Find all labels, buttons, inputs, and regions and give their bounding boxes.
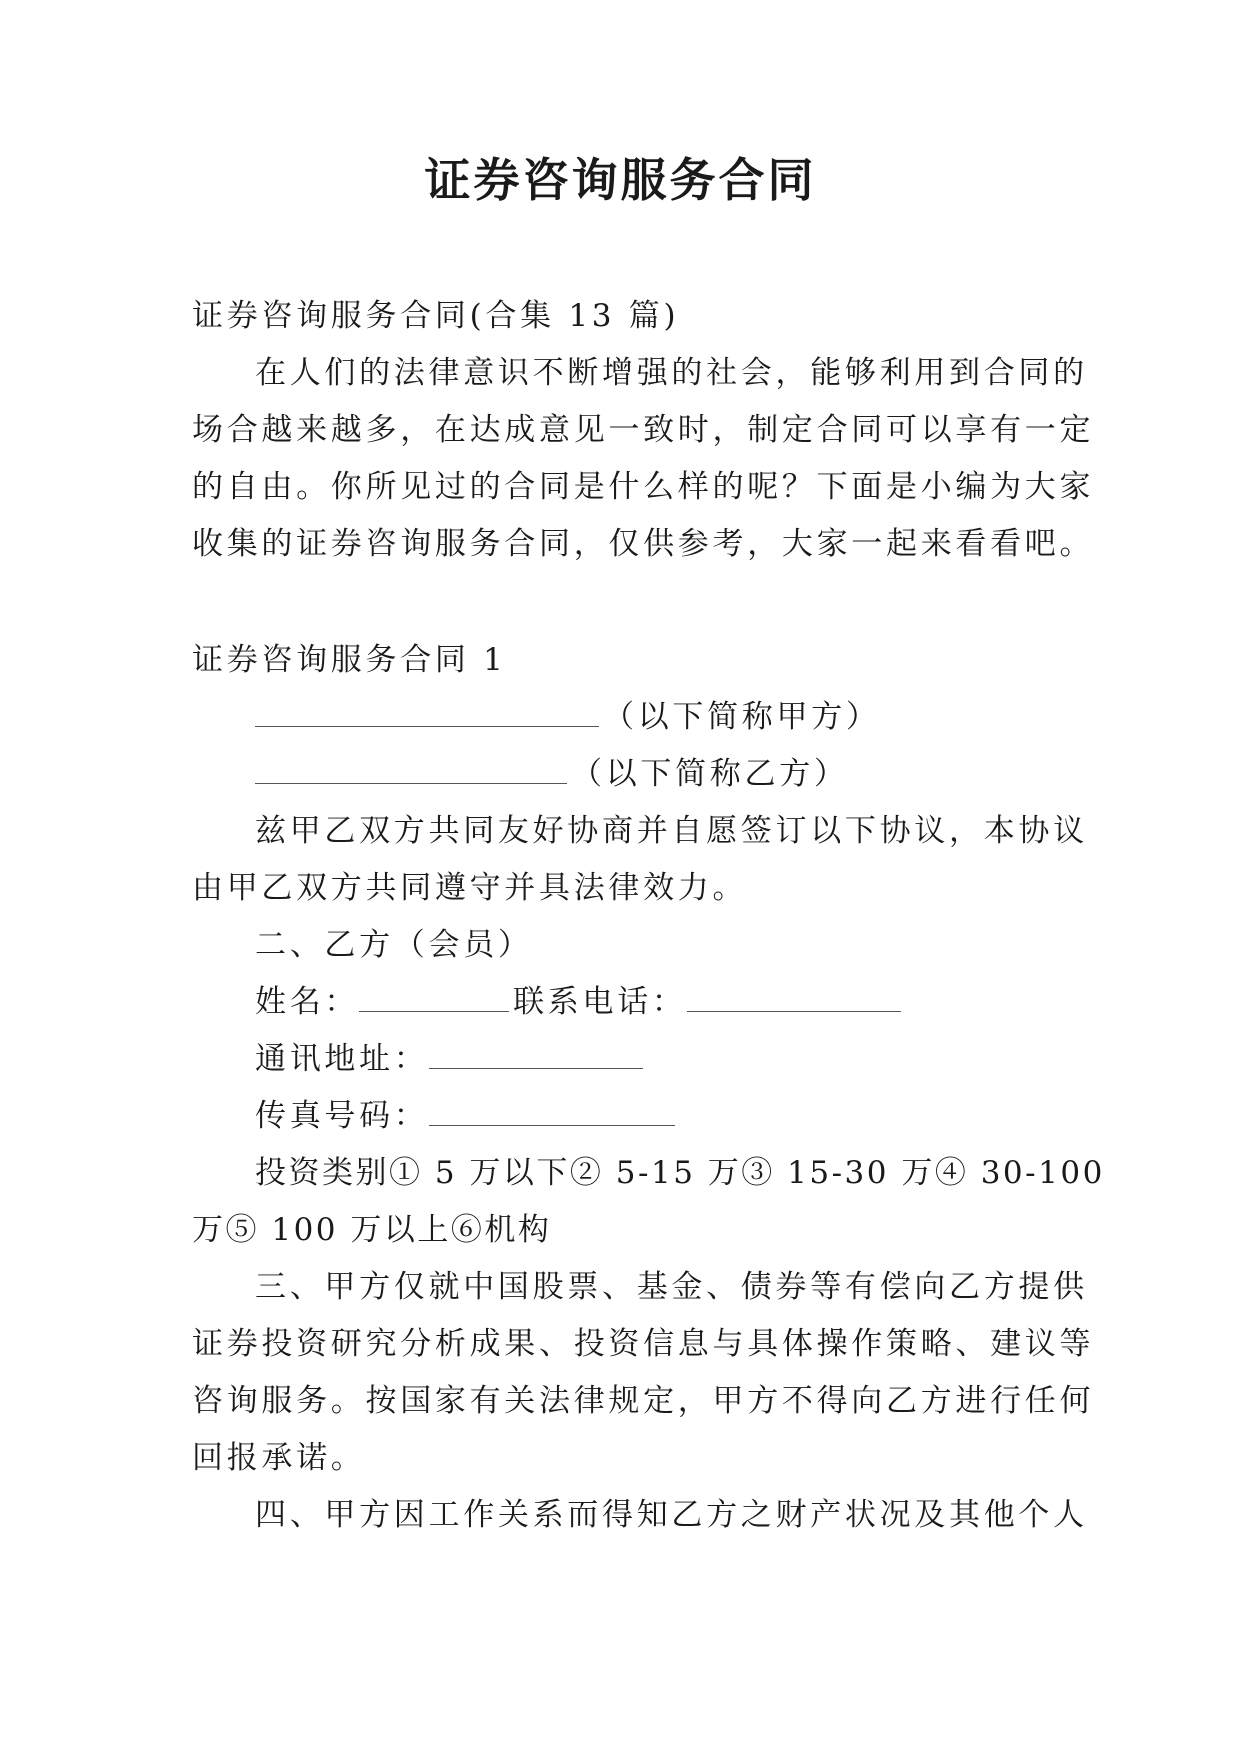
- clause-two: 二、乙方（会员）: [255, 927, 533, 963]
- party-b-blank: [255, 757, 567, 784]
- intro-line-3: 的自由。你所见过的合同是什么样的呢？下面是小编为大家: [192, 469, 1095, 505]
- clause-three-line-3: 咨询服务。按国家有关法律规定，甲方不得向乙方进行任何: [192, 1383, 1095, 1419]
- party-b-line: [255, 754, 849, 794]
- agreement-line-2: 由甲乙双方共同遵守并具法律效力。: [192, 870, 748, 906]
- clause-three-line-1: 三、甲方仅就中国股票、基金、债券等有偿向乙方提供: [255, 1269, 1088, 1305]
- intro-line-4: 收集的证券咨询服务合同，仅供参考，大家一起来看看吧。: [192, 526, 1095, 562]
- name-label: 姓名：: [255, 984, 360, 1020]
- party-a-blank: [255, 700, 599, 727]
- agreement-line-1: 兹甲乙双方共同友好协商并自愿签订以下协议，本协议: [255, 813, 1088, 849]
- name-phone-line: [255, 982, 905, 1022]
- phone-blank: [687, 985, 901, 1012]
- fax-blank: [429, 1099, 675, 1126]
- party-b-suffix: （以下简称乙方）: [571, 756, 849, 792]
- clause-four-line-1: 四、甲方因工作关系而得知乙方之财产状况及其他个人: [255, 1497, 1088, 1533]
- name-blank: [359, 985, 509, 1012]
- section-heading: 证券咨询服务合同 1: [192, 642, 507, 678]
- clause-three-line-2: 证券投资研究分析成果、投资信息与具体操作策略、建议等: [192, 1326, 1095, 1362]
- investment-line-2: 万⑤ 100 万以上⑥机构: [192, 1212, 552, 1248]
- intro-line-2: 场合越来越多，在达成意见一致时，制定合同可以享有一定: [192, 412, 1095, 448]
- document-title: 证券咨询服务合同: [424, 153, 817, 207]
- clause-three-line-4: 回报承诺。: [192, 1440, 366, 1476]
- party-a-line: [255, 697, 881, 737]
- party-a-suffix: （以下简称甲方）: [603, 699, 881, 735]
- fax-label: 传真号码：: [255, 1098, 429, 1134]
- investment-line-1: 投资类别① 5 万以下② 5-15 万③ 15-30 万④ 30-100: [255, 1155, 1105, 1191]
- fax-line: [255, 1096, 679, 1136]
- document-subtitle: 证券咨询服务合同(合集 13 篇): [192, 298, 680, 334]
- intro-line-1: 在人们的法律意识不断增强的社会，能够利用到合同的: [255, 355, 1088, 391]
- address-line: [255, 1039, 647, 1079]
- address-label: 通讯地址：: [255, 1041, 429, 1077]
- address-blank: [429, 1042, 643, 1069]
- phone-label: 联系电话：: [513, 984, 687, 1020]
